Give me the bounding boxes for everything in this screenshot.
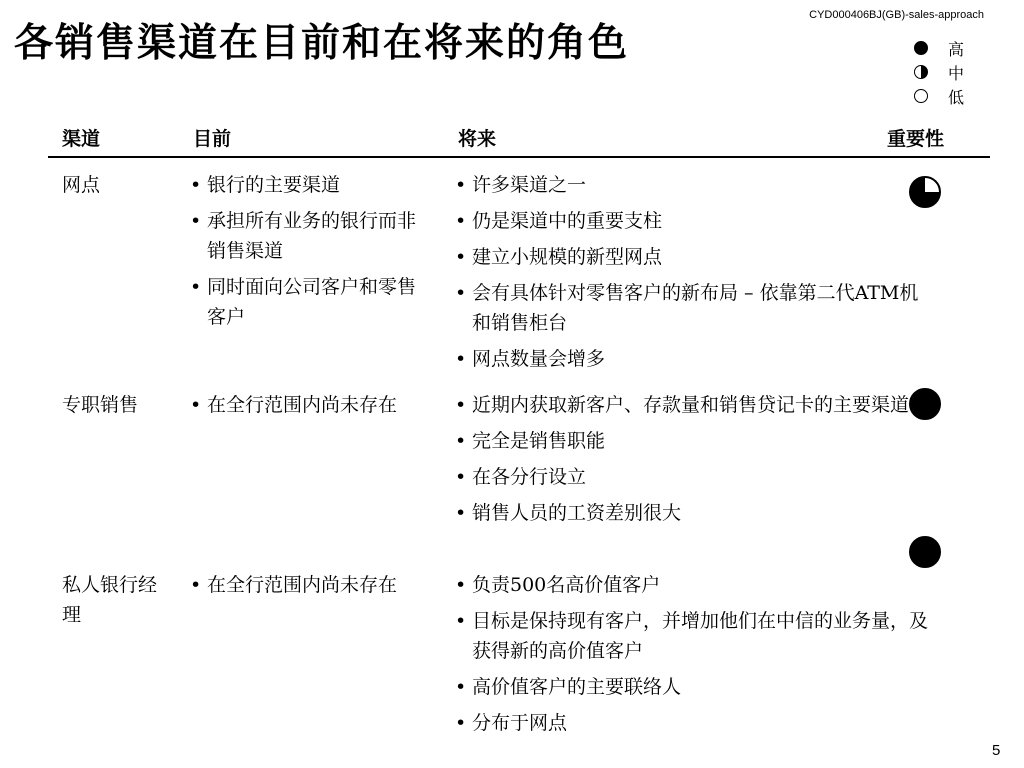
row-branch-future-list — [455, 170, 930, 380]
header-future: 将来 — [458, 128, 497, 150]
importance-high-icon — [909, 536, 941, 568]
row-private-banker-current-list — [190, 570, 430, 606]
importance-three-quarter-icon — [909, 176, 941, 208]
list-item: • 网点数量会增多 — [455, 348, 606, 370]
full-circle-icon — [914, 41, 928, 55]
list-item: • 高价值客户的主要联络人 — [455, 676, 682, 698]
header-importance: 重要性 — [887, 128, 945, 150]
header-channel: 渠道 — [62, 128, 101, 150]
row-dedicated-sales-current-list — [190, 390, 430, 426]
list-item: • 银行的主要渠道 — [190, 174, 341, 196]
document-code: CYD000406BJ(GB)-sales-approach — [809, 9, 984, 21]
list-item: • 承担所有业务的银行而非销售渠道 — [190, 210, 417, 262]
legend-medium-label: 中 — [948, 63, 965, 83]
header-current: 目前 — [193, 128, 232, 150]
list-item: • 同时面向公司客户和零售客户 — [190, 276, 417, 328]
list-item: • 近期内获取新客户、存款量和销售贷记卡的主要渠道 — [455, 394, 910, 416]
importance-legend — [914, 36, 964, 108]
list-item: • 负责500名高价值客户 — [455, 574, 661, 596]
legend-high-label: 高 — [948, 39, 965, 59]
legend-medium — [914, 60, 964, 84]
row-channel-branch: 网点 — [62, 174, 101, 196]
list-item: • 目标是保持现有客户，并增加他们在中信的业务量，及获得新的高价值客户 — [455, 610, 929, 662]
row-private-banker-future-list — [455, 570, 930, 744]
list-item: • 建立小规模的新型网点 — [455, 246, 663, 268]
legend-low — [914, 84, 964, 108]
list-item: • 许多渠道之一 — [455, 174, 587, 196]
row-channel-dedicated-sales: 专职销售 — [62, 394, 139, 416]
importance-high-icon — [909, 388, 941, 420]
half-circle-icon — [914, 65, 928, 79]
list-item: • 在全行范围内尚未存在 — [190, 574, 398, 596]
list-item: • 会有具体针对零售客户的新布局 – 依靠第二代ATM机和销售柜台 — [455, 282, 919, 334]
list-item: • 完全是销售职能 — [455, 430, 606, 452]
header-rule — [48, 156, 990, 158]
list-item: • 仍是渠道中的重要支柱 — [455, 210, 663, 232]
slide-title: 各销售渠道在目前和在将来的角色 — [14, 20, 630, 66]
row-dedicated-sales-future-list — [455, 390, 930, 534]
legend-high — [914, 36, 964, 60]
list-item: • 销售人员的工资差别很大 — [455, 502, 682, 524]
legend-low-label: 低 — [948, 87, 965, 107]
list-item: • 在全行范围内尚未存在 — [190, 394, 398, 416]
page-number: 5 — [992, 742, 1001, 759]
row-channel-private-banker: 私人银行经理 — [62, 574, 158, 626]
empty-circle-icon — [914, 89, 928, 103]
row-branch-current-list — [190, 170, 430, 338]
list-item: • 分布于网点 — [455, 712, 568, 734]
list-item: • 在各分行设立 — [455, 466, 587, 488]
